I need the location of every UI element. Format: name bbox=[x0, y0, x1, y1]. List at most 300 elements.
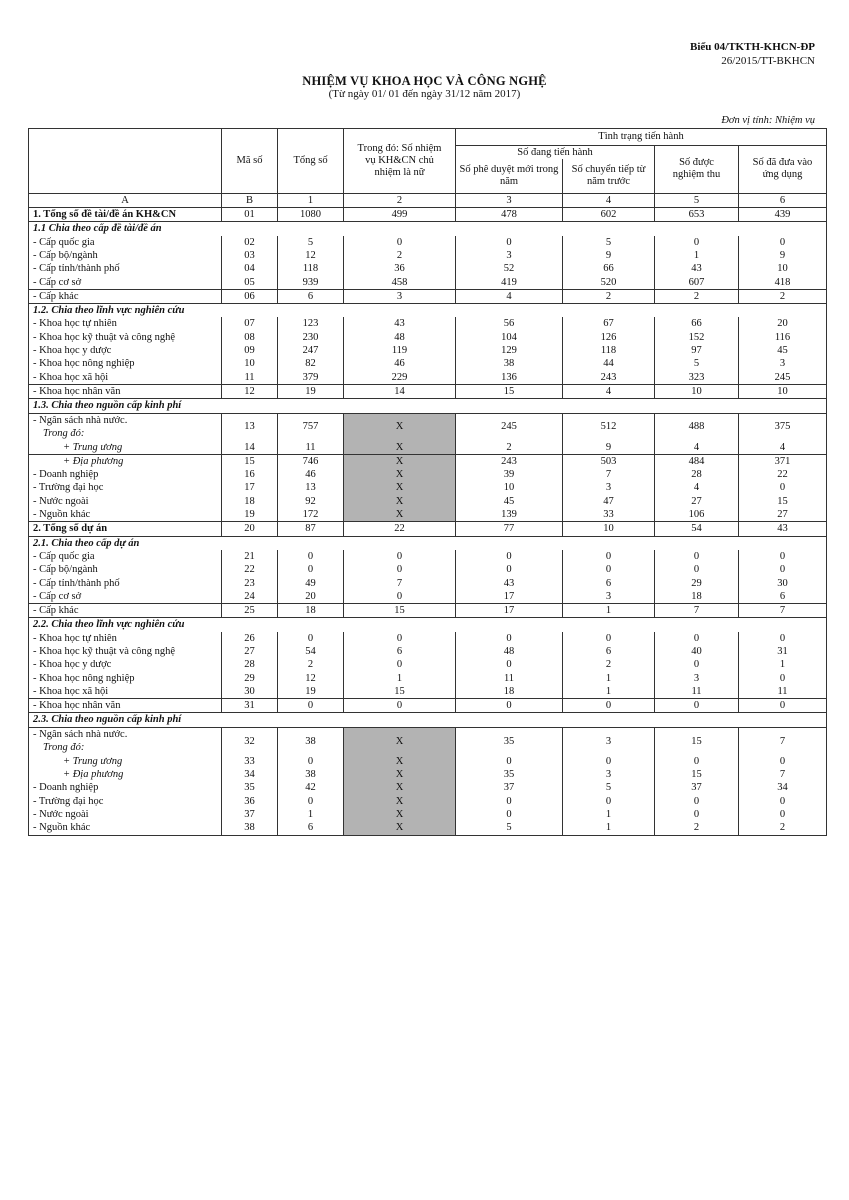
row-code: 27 bbox=[222, 645, 278, 658]
row-label bbox=[29, 781, 222, 794]
header-female: Trong đó: Số nhiệm vụ KH&CN chủ nhiệm là nữ bbox=[344, 129, 456, 194]
row-label bbox=[29, 795, 222, 808]
row-code: 30 bbox=[222, 685, 278, 699]
value-cell: 0 bbox=[456, 658, 563, 671]
value-cell: 10 bbox=[456, 481, 563, 494]
value-cell: 35 bbox=[456, 727, 563, 755]
value-cell: 0 bbox=[278, 550, 344, 563]
value-cell: 0 bbox=[456, 795, 563, 808]
row-code: 08 bbox=[222, 331, 278, 344]
value-cell: 0 bbox=[456, 550, 563, 563]
value-cell: 0 bbox=[655, 563, 739, 576]
value-cell: 136 bbox=[456, 371, 563, 385]
value-cell: 45 bbox=[739, 344, 827, 357]
value-cell: 0 bbox=[739, 672, 827, 685]
value-cell: 1 bbox=[563, 821, 655, 835]
table-row bbox=[29, 768, 827, 781]
value-cell: 0 bbox=[278, 632, 344, 645]
row-label-text: - Cấp bộ/ngành bbox=[33, 249, 98, 261]
row-label-text: - Khoa học xã hội bbox=[33, 371, 109, 383]
table-row bbox=[29, 331, 827, 344]
value-cell: 19 bbox=[278, 685, 344, 699]
value-cell: X bbox=[344, 413, 456, 441]
value-cell: 0 bbox=[655, 699, 739, 713]
value-cell: 0 bbox=[456, 563, 563, 576]
row-label bbox=[29, 208, 222, 222]
table-row bbox=[29, 481, 827, 494]
value-cell: 15 bbox=[456, 384, 563, 398]
value-cell: 4 bbox=[655, 481, 739, 494]
trong-do-note: Trong đó: bbox=[43, 742, 85, 754]
value-cell: 15 bbox=[655, 768, 739, 781]
section-title: 1.2. Chia theo lĩnh vực nghiên cứu bbox=[29, 304, 827, 318]
row-label bbox=[29, 236, 222, 249]
value-cell: 15 bbox=[344, 604, 456, 618]
value-cell: 746 bbox=[278, 454, 344, 468]
value-cell: 92 bbox=[278, 495, 344, 508]
value-cell: 371 bbox=[739, 454, 827, 468]
row-label bbox=[29, 249, 222, 262]
row-label-text: - Nguồn khác bbox=[33, 509, 91, 521]
row-code: 22 bbox=[222, 563, 278, 576]
row-label bbox=[29, 685, 222, 699]
value-cell: X bbox=[344, 755, 456, 768]
value-cell: 520 bbox=[563, 276, 655, 290]
value-cell: 3 bbox=[563, 590, 655, 604]
value-cell: 0 bbox=[655, 658, 739, 671]
value-cell: 0 bbox=[739, 481, 827, 494]
row-code: 28 bbox=[222, 658, 278, 671]
value-cell: 0 bbox=[563, 563, 655, 576]
value-cell: 37 bbox=[456, 781, 563, 794]
row-code: 23 bbox=[222, 577, 278, 590]
row-code: 21 bbox=[222, 550, 278, 563]
value-cell: 43 bbox=[655, 262, 739, 275]
value-cell: 6 bbox=[278, 821, 344, 835]
row-label-text: - Cấp tỉnh/thành phố bbox=[33, 577, 120, 589]
value-cell: 152 bbox=[655, 331, 739, 344]
row-label bbox=[29, 672, 222, 685]
unit-note: Đơn vị tính: Nhiệm vụ bbox=[721, 115, 815, 126]
value-cell: X bbox=[344, 795, 456, 808]
value-cell: 4 bbox=[563, 384, 655, 398]
value-cell: 18 bbox=[278, 604, 344, 618]
row-label bbox=[29, 727, 222, 755]
value-cell: 19 bbox=[278, 384, 344, 398]
section-title: 2.3. Chia theo nguồn cấp kinh phí bbox=[29, 713, 827, 727]
row-code: 17 bbox=[222, 481, 278, 494]
section-title: 2.2. Chia theo lĩnh vực nghiên cứu bbox=[29, 618, 827, 632]
report-period: (Từ ngày 01/ 01 đến ngày 31/12 năm 2017) bbox=[328, 88, 521, 100]
table-row bbox=[29, 276, 827, 290]
value-cell: 0 bbox=[456, 755, 563, 768]
table-row bbox=[29, 384, 827, 398]
table-row bbox=[29, 454, 827, 468]
value-cell: 7 bbox=[739, 768, 827, 781]
value-cell: 9 bbox=[563, 441, 655, 455]
value-cell: 56 bbox=[456, 317, 563, 330]
row-label bbox=[29, 577, 222, 590]
value-cell: 5 bbox=[278, 236, 344, 249]
value-cell: 230 bbox=[278, 331, 344, 344]
row-code: 11 bbox=[222, 371, 278, 385]
colnum: 2 bbox=[344, 193, 456, 207]
row-label bbox=[29, 276, 222, 290]
row-label bbox=[29, 508, 222, 522]
row-code: 15 bbox=[222, 454, 278, 468]
table-row bbox=[29, 632, 827, 645]
row-code: 35 bbox=[222, 781, 278, 794]
value-cell: 488 bbox=[655, 413, 739, 441]
section-title: 1.3. Chia theo nguồn cấp kinh phí bbox=[29, 399, 827, 413]
row-label bbox=[29, 590, 222, 604]
value-cell: X bbox=[344, 441, 456, 455]
value-cell: 0 bbox=[344, 563, 456, 576]
value-cell: 52 bbox=[456, 262, 563, 275]
row-label bbox=[29, 371, 222, 385]
value-cell: 6 bbox=[563, 645, 655, 658]
value-cell: 11 bbox=[278, 441, 344, 455]
value-cell: 1 bbox=[563, 604, 655, 618]
value-cell: 34 bbox=[739, 781, 827, 794]
value-cell: 15 bbox=[655, 727, 739, 755]
value-cell: 0 bbox=[739, 795, 827, 808]
colnum: A bbox=[29, 193, 222, 207]
row-label bbox=[29, 357, 222, 370]
value-cell: 5 bbox=[563, 236, 655, 249]
value-cell: 14 bbox=[344, 384, 456, 398]
value-cell: 48 bbox=[456, 645, 563, 658]
value-cell: 22 bbox=[344, 522, 456, 536]
row-label bbox=[29, 563, 222, 576]
row-label-text: - Doanh nghiệp bbox=[33, 782, 99, 794]
table-row bbox=[29, 289, 827, 303]
value-cell: 10 bbox=[563, 522, 655, 536]
value-cell: 10 bbox=[739, 384, 827, 398]
row-code: 26 bbox=[222, 632, 278, 645]
row-label-text: 2. Tổng số dự án bbox=[33, 523, 108, 535]
header-applied: Số đã đưa vào ứng dụng bbox=[739, 146, 827, 194]
row-code: 32 bbox=[222, 727, 278, 755]
value-cell: 0 bbox=[563, 632, 655, 645]
section-title: 1.1 Chia theo cấp đề tài/đề án bbox=[29, 222, 827, 236]
row-label-text: - Ngân sách nhà nước. bbox=[33, 414, 128, 426]
value-cell: 9 bbox=[563, 249, 655, 262]
row-code: 10 bbox=[222, 357, 278, 370]
value-cell: 5 bbox=[655, 357, 739, 370]
value-cell: 42 bbox=[278, 781, 344, 794]
row-code: 29 bbox=[222, 672, 278, 685]
value-cell: 1080 bbox=[278, 208, 344, 222]
value-cell: 243 bbox=[563, 371, 655, 385]
value-cell: 67 bbox=[563, 317, 655, 330]
value-cell: 3 bbox=[563, 481, 655, 494]
value-cell: 0 bbox=[655, 808, 739, 821]
row-code: 18 bbox=[222, 495, 278, 508]
row-label-text: - Cấp khác bbox=[33, 605, 79, 617]
row-label-text: - Ngân sách nhà nước. bbox=[33, 728, 128, 740]
value-cell: 0 bbox=[655, 755, 739, 768]
row-label-text: - Khoa học nhân văn bbox=[33, 385, 121, 397]
row-code: 02 bbox=[222, 236, 278, 249]
table-row bbox=[29, 795, 827, 808]
value-cell: X bbox=[344, 468, 456, 481]
colnum: 5 bbox=[655, 193, 739, 207]
value-cell: 0 bbox=[278, 563, 344, 576]
table-row bbox=[29, 262, 827, 275]
value-cell: 503 bbox=[563, 454, 655, 468]
row-label-text: + Trung ương bbox=[63, 755, 123, 767]
value-cell: 15 bbox=[344, 685, 456, 699]
row-label bbox=[29, 481, 222, 494]
value-cell: 77 bbox=[456, 522, 563, 536]
value-cell: 20 bbox=[278, 590, 344, 604]
value-cell: 1 bbox=[563, 672, 655, 685]
value-cell: 0 bbox=[344, 658, 456, 671]
row-code: 24 bbox=[222, 590, 278, 604]
value-cell: 36 bbox=[344, 262, 456, 275]
value-cell: 0 bbox=[456, 236, 563, 249]
report-title: NHIỆM VỤ KHOA HỌC VÀ CÔNG NGHỆ bbox=[302, 74, 547, 88]
row-label bbox=[29, 604, 222, 618]
column-number-row bbox=[29, 193, 827, 207]
value-cell: 18 bbox=[456, 685, 563, 699]
row-label bbox=[29, 331, 222, 344]
row-label bbox=[29, 441, 222, 455]
table-row bbox=[29, 577, 827, 590]
value-cell: X bbox=[344, 808, 456, 821]
value-cell: 4 bbox=[655, 441, 739, 455]
value-cell: 1 bbox=[739, 658, 827, 671]
row-code: 07 bbox=[222, 317, 278, 330]
value-cell: 0 bbox=[655, 550, 739, 563]
value-cell: 1 bbox=[563, 685, 655, 699]
row-label-text: - Doanh nghiệp bbox=[33, 469, 99, 481]
value-cell: 0 bbox=[563, 755, 655, 768]
value-cell: 31 bbox=[739, 645, 827, 658]
value-cell: 37 bbox=[655, 781, 739, 794]
value-cell: 247 bbox=[278, 344, 344, 357]
table-row bbox=[29, 468, 827, 481]
value-cell: 12 bbox=[278, 249, 344, 262]
value-cell: 0 bbox=[739, 808, 827, 821]
row-label-text: - Cấp quốc gia bbox=[33, 236, 95, 248]
section-row bbox=[29, 222, 827, 236]
value-cell: 2 bbox=[563, 289, 655, 303]
colnum: 6 bbox=[739, 193, 827, 207]
row-code: 33 bbox=[222, 755, 278, 768]
row-label bbox=[29, 468, 222, 481]
value-cell: 0 bbox=[655, 632, 739, 645]
report-table bbox=[28, 128, 827, 836]
value-cell: 17 bbox=[456, 590, 563, 604]
row-label-text: - Nước ngoài bbox=[33, 808, 89, 820]
row-label-text: - Cấp tỉnh/thành phố bbox=[33, 263, 120, 275]
value-cell: 458 bbox=[344, 276, 456, 290]
value-cell: 139 bbox=[456, 508, 563, 522]
colnum: 4 bbox=[563, 193, 655, 207]
value-cell: 3 bbox=[344, 289, 456, 303]
value-cell: 0 bbox=[655, 795, 739, 808]
value-cell: 11 bbox=[456, 672, 563, 685]
row-label bbox=[29, 699, 222, 713]
table-row bbox=[29, 755, 827, 768]
row-label-text: - Khoa học nông nghiệp bbox=[33, 672, 135, 684]
row-code: 16 bbox=[222, 468, 278, 481]
value-cell: 0 bbox=[739, 236, 827, 249]
value-cell: X bbox=[344, 781, 456, 794]
value-cell: X bbox=[344, 508, 456, 522]
value-cell: 0 bbox=[278, 755, 344, 768]
value-cell: 10 bbox=[739, 262, 827, 275]
row-label bbox=[29, 289, 222, 303]
value-cell: 119 bbox=[344, 344, 456, 357]
value-cell: 3 bbox=[563, 727, 655, 755]
table-row bbox=[29, 563, 827, 576]
value-cell: 7 bbox=[344, 577, 456, 590]
value-cell: 0 bbox=[344, 236, 456, 249]
value-cell: 0 bbox=[456, 632, 563, 645]
row-label bbox=[29, 658, 222, 671]
value-cell: 118 bbox=[278, 262, 344, 275]
value-cell: 116 bbox=[739, 331, 827, 344]
value-cell: 6 bbox=[344, 645, 456, 658]
row-code: 03 bbox=[222, 249, 278, 262]
table-row bbox=[29, 604, 827, 618]
value-cell: 0 bbox=[344, 550, 456, 563]
table-row bbox=[29, 413, 827, 441]
value-cell: 66 bbox=[563, 262, 655, 275]
row-label bbox=[29, 413, 222, 441]
value-cell: 4 bbox=[456, 289, 563, 303]
row-label bbox=[29, 755, 222, 768]
section-row bbox=[29, 618, 827, 632]
row-label bbox=[29, 495, 222, 508]
report-body bbox=[29, 193, 827, 835]
value-cell: 1 bbox=[344, 672, 456, 685]
row-code: 05 bbox=[222, 276, 278, 290]
value-cell: 3 bbox=[563, 768, 655, 781]
value-cell: 5 bbox=[563, 781, 655, 794]
row-label bbox=[29, 821, 222, 835]
row-label bbox=[29, 550, 222, 563]
row-label-text: - Khoa học xã hội bbox=[33, 685, 109, 697]
value-cell: X bbox=[344, 495, 456, 508]
value-cell: 35 bbox=[456, 768, 563, 781]
value-cell: 7 bbox=[739, 604, 827, 618]
value-cell: 484 bbox=[655, 454, 739, 468]
table-row bbox=[29, 495, 827, 508]
header-code: Mã số bbox=[222, 129, 278, 194]
value-cell: 15 bbox=[739, 495, 827, 508]
value-cell: 2 bbox=[739, 289, 827, 303]
value-cell: 0 bbox=[563, 550, 655, 563]
row-label-text: - Cấp quốc gia bbox=[33, 550, 95, 562]
row-code: 38 bbox=[222, 821, 278, 835]
value-cell: 1 bbox=[278, 808, 344, 821]
value-cell: 0 bbox=[344, 632, 456, 645]
value-cell: 3 bbox=[456, 249, 563, 262]
value-cell: 0 bbox=[739, 563, 827, 576]
colnum: B bbox=[222, 193, 278, 207]
value-cell: 33 bbox=[563, 508, 655, 522]
value-cell: 2 bbox=[655, 821, 739, 835]
value-cell: X bbox=[344, 481, 456, 494]
value-cell: 118 bbox=[563, 344, 655, 357]
table-row bbox=[29, 357, 827, 370]
value-cell: 0 bbox=[344, 590, 456, 604]
row-code: 25 bbox=[222, 604, 278, 618]
row-code: 34 bbox=[222, 768, 278, 781]
value-cell: 17 bbox=[456, 604, 563, 618]
value-cell: 0 bbox=[278, 699, 344, 713]
value-cell: 1 bbox=[655, 249, 739, 262]
value-cell: 129 bbox=[456, 344, 563, 357]
value-cell: 5 bbox=[456, 821, 563, 835]
value-cell: 13 bbox=[278, 481, 344, 494]
value-cell: 97 bbox=[655, 344, 739, 357]
table-row bbox=[29, 821, 827, 835]
value-cell: 6 bbox=[739, 590, 827, 604]
value-cell: 54 bbox=[655, 522, 739, 536]
row-label-text: - Cấp cơ sở bbox=[33, 276, 82, 288]
table-row bbox=[29, 508, 827, 522]
section-row bbox=[29, 399, 827, 413]
value-cell: 439 bbox=[739, 208, 827, 222]
value-cell: 40 bbox=[655, 645, 739, 658]
value-cell: 43 bbox=[456, 577, 563, 590]
value-cell: 418 bbox=[739, 276, 827, 290]
value-cell: 7 bbox=[563, 468, 655, 481]
section-title: 2.1. Chia theo cấp dự án bbox=[29, 536, 827, 550]
header-ongoing: Số đang tiến hành bbox=[456, 146, 655, 160]
value-cell: 126 bbox=[563, 331, 655, 344]
value-cell: 2 bbox=[739, 821, 827, 835]
value-cell: 39 bbox=[456, 468, 563, 481]
table-row bbox=[29, 371, 827, 385]
row-label-text: - Trường đại học bbox=[33, 482, 104, 494]
value-cell: 172 bbox=[278, 508, 344, 522]
row-code: 20 bbox=[222, 522, 278, 536]
table-row bbox=[29, 441, 827, 455]
row-label bbox=[29, 632, 222, 645]
row-label bbox=[29, 808, 222, 821]
value-cell: 499 bbox=[344, 208, 456, 222]
value-cell: 82 bbox=[278, 357, 344, 370]
value-cell: 6 bbox=[563, 577, 655, 590]
value-cell: 939 bbox=[278, 276, 344, 290]
value-cell: 0 bbox=[739, 699, 827, 713]
value-cell: 2 bbox=[344, 249, 456, 262]
row-label-text: + Trung ương bbox=[63, 441, 123, 453]
value-cell: 0 bbox=[456, 808, 563, 821]
row-label-text: 1. Tổng số đề tài/đề án KH&CN bbox=[33, 209, 177, 221]
value-cell: 49 bbox=[278, 577, 344, 590]
row-label bbox=[29, 454, 222, 468]
value-cell: 7 bbox=[655, 604, 739, 618]
row-code: 31 bbox=[222, 699, 278, 713]
value-cell: 18 bbox=[655, 590, 739, 604]
value-cell: 9 bbox=[739, 249, 827, 262]
row-code: 04 bbox=[222, 262, 278, 275]
value-cell: 0 bbox=[739, 632, 827, 645]
row-label-text: - Cấp bộ/ngành bbox=[33, 564, 98, 576]
value-cell: 512 bbox=[563, 413, 655, 441]
value-cell: 0 bbox=[344, 699, 456, 713]
row-label-text: - Khoa học tự nhiên bbox=[33, 318, 117, 330]
value-cell: 46 bbox=[344, 357, 456, 370]
table-row bbox=[29, 550, 827, 563]
